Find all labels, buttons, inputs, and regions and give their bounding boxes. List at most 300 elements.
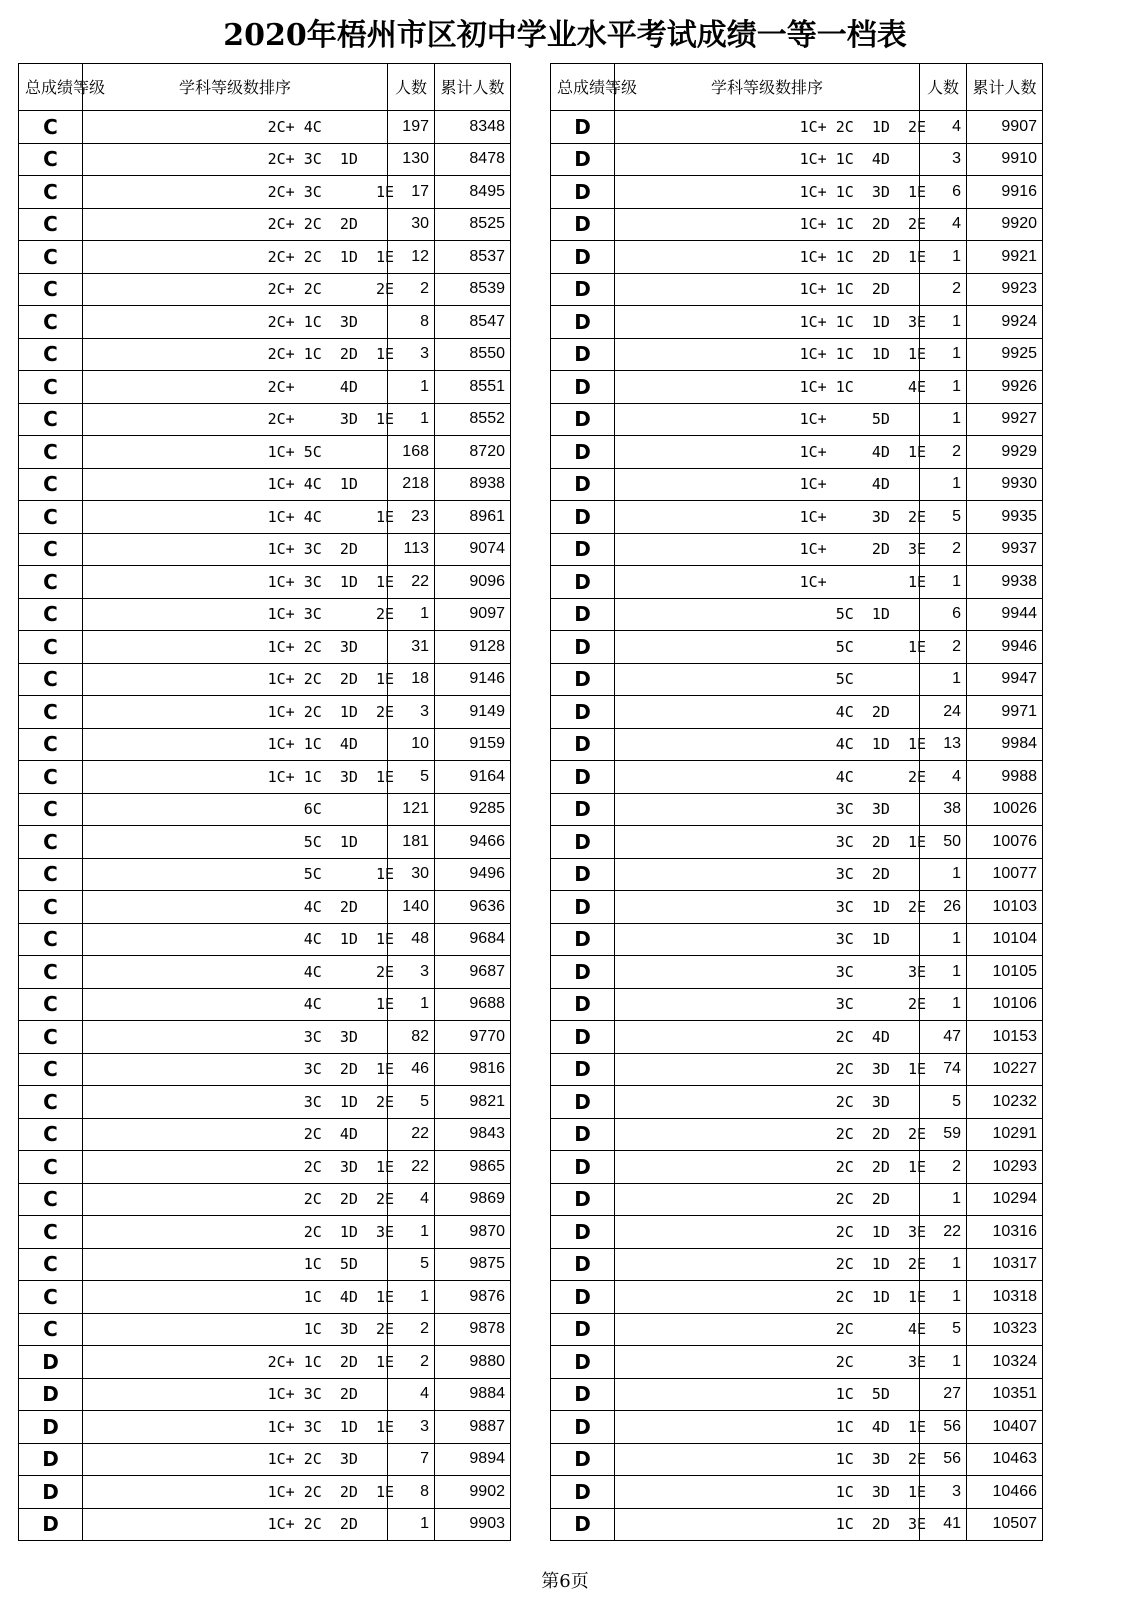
grade-sequence-cell: 4C 2E xyxy=(83,956,388,989)
grade-sequence-cell: 1C 3D 2E xyxy=(615,1443,920,1476)
count-cell: 5 xyxy=(920,1313,967,1346)
count-cell: 6 xyxy=(920,598,967,631)
grade-level-cell: D xyxy=(551,663,615,696)
count-cell: 2 xyxy=(388,1346,435,1379)
grade-sequence-cell: 2C+ 3D 1E xyxy=(83,403,388,436)
count-cell: 1 xyxy=(920,858,967,891)
header-level: 总成绩等级 xyxy=(19,64,83,111)
grade-sequence-cell: 5C 1D xyxy=(615,598,920,631)
count-cell: 1 xyxy=(920,1346,967,1379)
grade-level-cell: D xyxy=(551,1443,615,1476)
grade-sequence-cell: 5C 1E xyxy=(83,858,388,891)
cumulative-cell: 10103 xyxy=(967,891,1043,924)
table-row xyxy=(19,501,511,534)
cumulative-cell: 9921 xyxy=(967,241,1043,274)
table-row xyxy=(19,566,511,599)
count-cell: 2 xyxy=(920,1151,967,1184)
grade-sequence-cell: 3C 3E xyxy=(615,956,920,989)
grade-level-cell: D xyxy=(551,176,615,209)
grade-level-cell: C xyxy=(19,1086,83,1119)
table-row xyxy=(551,403,1043,436)
count-cell: 22 xyxy=(388,1151,435,1184)
cumulative-cell: 9821 xyxy=(435,1086,511,1119)
cumulative-cell: 9903 xyxy=(435,1508,511,1541)
cumulative-cell: 9920 xyxy=(967,208,1043,241)
grade-level-cell: D xyxy=(551,306,615,339)
table-row xyxy=(551,1411,1043,1444)
count-cell: 56 xyxy=(920,1411,967,1444)
count-cell: 5 xyxy=(388,761,435,794)
grade-level-cell: C xyxy=(19,598,83,631)
count-cell: 8 xyxy=(388,1476,435,1509)
table-row xyxy=(19,793,511,826)
cumulative-cell: 8525 xyxy=(435,208,511,241)
count-cell: 140 xyxy=(388,891,435,924)
cumulative-cell: 9074 xyxy=(435,533,511,566)
grade-sequence-cell: 1C+ 4D xyxy=(615,468,920,501)
cumulative-cell: 10507 xyxy=(967,1508,1043,1541)
cumulative-cell: 8938 xyxy=(435,468,511,501)
grade-sequence-cell: 5C 1E xyxy=(615,631,920,664)
count-cell: 1 xyxy=(920,923,967,956)
table-row xyxy=(19,273,511,306)
grade-sequence-cell: 2C 3D 1E xyxy=(83,1151,388,1184)
cumulative-cell: 8720 xyxy=(435,436,511,469)
table-row xyxy=(551,1086,1043,1119)
cumulative-cell: 9929 xyxy=(967,436,1043,469)
cumulative-cell: 9946 xyxy=(967,631,1043,664)
grade-level-cell: D xyxy=(551,1281,615,1314)
grade-sequence-cell: 1C 2D 3E xyxy=(615,1508,920,1541)
cumulative-cell: 9466 xyxy=(435,826,511,859)
table-row xyxy=(19,468,511,501)
grade-sequence-cell: 1C+ 1C 2D 1E xyxy=(615,241,920,274)
grade-level-cell: D xyxy=(551,338,615,371)
grade-level-cell: D xyxy=(551,143,615,176)
table-row xyxy=(19,306,511,339)
grade-level-cell: D xyxy=(551,1411,615,1444)
cumulative-cell: 8551 xyxy=(435,371,511,404)
count-cell: 5 xyxy=(920,501,967,534)
count-cell: 1 xyxy=(920,956,967,989)
grade-sequence-cell: 2C 4D xyxy=(615,1021,920,1054)
grade-table-left xyxy=(18,63,511,1541)
grade-sequence-cell: 3C 3D xyxy=(615,793,920,826)
grade-level-cell: C xyxy=(19,338,83,371)
count-cell: 46 xyxy=(388,1053,435,1086)
grade-level-cell: D xyxy=(551,273,615,306)
grade-sequence-cell: 3C 2E xyxy=(615,988,920,1021)
table-row xyxy=(19,1508,511,1541)
cumulative-cell: 9687 xyxy=(435,956,511,989)
table-row xyxy=(19,1053,511,1086)
count-cell: 47 xyxy=(920,1021,967,1054)
grade-sequence-cell: 1C+ 2C 2D 1E xyxy=(83,663,388,696)
grade-level-cell: D xyxy=(19,1346,83,1379)
grade-level-cell: C xyxy=(19,566,83,599)
grade-sequence-cell: 2C 1D 3E xyxy=(83,1216,388,1249)
grade-level-cell: C xyxy=(19,631,83,664)
grade-sequence-cell: 2C 3D 1E xyxy=(615,1053,920,1086)
table-row xyxy=(551,1151,1043,1184)
cumulative-cell: 9907 xyxy=(967,111,1043,144)
count-cell: 3 xyxy=(920,1476,967,1509)
count-cell: 1 xyxy=(388,1508,435,1541)
count-cell: 168 xyxy=(388,436,435,469)
table-row xyxy=(19,891,511,924)
table-row xyxy=(551,923,1043,956)
cumulative-cell: 10077 xyxy=(967,858,1043,891)
grade-sequence-cell: 2C 1D 1E xyxy=(615,1281,920,1314)
count-cell: 48 xyxy=(388,923,435,956)
count-cell: 4 xyxy=(920,761,967,794)
grade-sequence-cell: 4C 1D 1E xyxy=(615,728,920,761)
grade-level-cell: C xyxy=(19,273,83,306)
grade-level-cell: D xyxy=(551,1248,615,1281)
cumulative-cell: 10153 xyxy=(967,1021,1043,1054)
count-cell: 7 xyxy=(388,1443,435,1476)
grade-sequence-cell: 1C+ 1C 3D 1E xyxy=(83,761,388,794)
count-cell: 82 xyxy=(388,1021,435,1054)
grade-level-cell: D xyxy=(551,1183,615,1216)
table-row xyxy=(551,111,1043,144)
table-row xyxy=(19,598,511,631)
grade-sequence-cell: 3C 3D xyxy=(83,1021,388,1054)
cumulative-cell: 9684 xyxy=(435,923,511,956)
count-cell: 2 xyxy=(388,1313,435,1346)
grade-level-cell: D xyxy=(551,761,615,794)
cumulative-cell: 9926 xyxy=(967,371,1043,404)
table-row xyxy=(551,273,1043,306)
table-row xyxy=(551,143,1043,176)
table-row xyxy=(19,241,511,274)
header-level: 总成绩等级 xyxy=(551,64,615,111)
cumulative-cell: 9164 xyxy=(435,761,511,794)
table-row xyxy=(551,956,1043,989)
table-row xyxy=(19,728,511,761)
cumulative-cell: 10076 xyxy=(967,826,1043,859)
grade-level-cell: D xyxy=(19,1508,83,1541)
grade-sequence-cell: 2C 1D 3E xyxy=(615,1216,920,1249)
cumulative-cell: 8547 xyxy=(435,306,511,339)
grade-level-cell: D xyxy=(551,468,615,501)
grade-sequence-cell: 1C+ 2C 3D xyxy=(83,631,388,664)
grade-sequence-cell: 1C+ 1C 2D 2E xyxy=(615,208,920,241)
grade-sequence-cell: 1C+ 2D 3E xyxy=(615,533,920,566)
grade-sequence-cell: 4C 1E xyxy=(83,988,388,1021)
cumulative-cell: 8550 xyxy=(435,338,511,371)
header-sequence: 学科等级数排序 xyxy=(615,64,920,111)
grade-sequence-cell: 1C+ 1C 2D xyxy=(615,273,920,306)
count-cell: 17 xyxy=(388,176,435,209)
count-cell: 5 xyxy=(388,1248,435,1281)
table-row xyxy=(551,1248,1043,1281)
grade-level-cell: D xyxy=(551,501,615,534)
count-cell: 56 xyxy=(920,1443,967,1476)
cumulative-cell: 10026 xyxy=(967,793,1043,826)
count-cell: 30 xyxy=(388,208,435,241)
cumulative-cell: 9910 xyxy=(967,143,1043,176)
table-header-row xyxy=(19,64,511,111)
grade-sequence-cell: 3C 1D 2E xyxy=(83,1086,388,1119)
count-cell: 74 xyxy=(920,1053,967,1086)
grade-level-cell: C xyxy=(19,891,83,924)
grade-level-cell: D xyxy=(551,826,615,859)
grade-sequence-cell: 2C 2D 1E xyxy=(615,1151,920,1184)
grade-level-cell: C xyxy=(19,826,83,859)
grade-sequence-cell: 1C+ 2C 3D xyxy=(83,1443,388,1476)
cumulative-cell: 9887 xyxy=(435,1411,511,1444)
cumulative-cell: 10106 xyxy=(967,988,1043,1021)
cumulative-cell: 9927 xyxy=(967,403,1043,436)
grade-level-cell: D xyxy=(551,111,615,144)
count-cell: 197 xyxy=(388,111,435,144)
table-row xyxy=(551,1508,1043,1541)
count-cell: 1 xyxy=(920,566,967,599)
grade-sequence-cell: 2C+ 4C xyxy=(83,111,388,144)
table-row xyxy=(19,1183,511,1216)
grade-level-cell: D xyxy=(551,1053,615,1086)
grade-sequence-cell: 2C 2D 2E xyxy=(615,1118,920,1151)
header-cumulative: 累计人数 xyxy=(967,64,1043,111)
grade-level-cell: C xyxy=(19,371,83,404)
table-row xyxy=(19,1118,511,1151)
table-row xyxy=(551,1378,1043,1411)
table-row xyxy=(551,468,1043,501)
grade-sequence-cell: 6C xyxy=(83,793,388,826)
table-row xyxy=(19,436,511,469)
count-cell: 1 xyxy=(920,663,967,696)
count-cell: 22 xyxy=(920,1216,967,1249)
cumulative-cell: 9096 xyxy=(435,566,511,599)
count-cell: 3 xyxy=(388,956,435,989)
grade-sequence-cell: 1C+ 4C 1E xyxy=(83,501,388,534)
table-row xyxy=(19,338,511,371)
cumulative-cell: 8961 xyxy=(435,501,511,534)
grade-sequence-cell: 2C+ 3C 1E xyxy=(83,176,388,209)
count-cell: 13 xyxy=(920,728,967,761)
grade-level-cell: C xyxy=(19,111,83,144)
cumulative-cell: 9923 xyxy=(967,273,1043,306)
cumulative-cell: 9496 xyxy=(435,858,511,891)
grade-level-cell: D xyxy=(551,566,615,599)
count-cell: 1 xyxy=(388,1281,435,1314)
grade-level-cell: D xyxy=(551,436,615,469)
cumulative-cell: 9688 xyxy=(435,988,511,1021)
grade-sequence-cell: 4C 1D 1E xyxy=(83,923,388,956)
grade-sequence-cell: 1C+ 2C 1D 2E xyxy=(83,696,388,729)
count-cell: 2 xyxy=(920,631,967,664)
cumulative-cell: 10316 xyxy=(967,1216,1043,1249)
count-cell: 1 xyxy=(920,403,967,436)
cumulative-cell: 9865 xyxy=(435,1151,511,1184)
grade-level-cell: C xyxy=(19,956,83,989)
table-row xyxy=(19,208,511,241)
table-row xyxy=(551,371,1043,404)
table-row xyxy=(19,533,511,566)
cumulative-cell: 9159 xyxy=(435,728,511,761)
grade-level-cell: D xyxy=(551,1476,615,1509)
grade-sequence-cell: 2C+ 2C 2E xyxy=(83,273,388,306)
grade-sequence-cell: 2C+ 1C 2D 1E xyxy=(83,338,388,371)
count-cell: 23 xyxy=(388,501,435,534)
cumulative-cell: 10105 xyxy=(967,956,1043,989)
cumulative-cell: 9902 xyxy=(435,1476,511,1509)
table-row xyxy=(551,501,1043,534)
count-cell: 6 xyxy=(920,176,967,209)
cumulative-cell: 10293 xyxy=(967,1151,1043,1184)
cumulative-cell: 10407 xyxy=(967,1411,1043,1444)
grade-sequence-cell: 1C+ 2C 1D 2E xyxy=(615,111,920,144)
count-cell: 5 xyxy=(920,1086,967,1119)
count-cell: 1 xyxy=(920,988,967,1021)
table-row xyxy=(551,1021,1043,1054)
count-cell: 1 xyxy=(920,1183,967,1216)
table-row xyxy=(19,858,511,891)
grade-level-cell: C xyxy=(19,923,83,956)
grade-level-cell: D xyxy=(19,1411,83,1444)
table-row xyxy=(19,1346,511,1379)
count-cell: 59 xyxy=(920,1118,967,1151)
cumulative-cell: 8537 xyxy=(435,241,511,274)
header-sequence: 学科等级数排序 xyxy=(83,64,388,111)
table-row xyxy=(19,371,511,404)
count-cell: 4 xyxy=(920,111,967,144)
grade-level-cell: D xyxy=(551,403,615,436)
table-row xyxy=(19,923,511,956)
cumulative-cell: 8552 xyxy=(435,403,511,436)
count-cell: 50 xyxy=(920,826,967,859)
grade-level-cell: C xyxy=(19,1248,83,1281)
count-cell: 38 xyxy=(920,793,967,826)
table-row xyxy=(551,1476,1043,1509)
count-cell: 3 xyxy=(388,338,435,371)
table-row xyxy=(19,696,511,729)
count-cell: 1 xyxy=(388,371,435,404)
table-row xyxy=(19,826,511,859)
table-row xyxy=(551,696,1043,729)
grade-sequence-cell: 2C+ 2C 2D xyxy=(83,208,388,241)
cumulative-cell: 9636 xyxy=(435,891,511,924)
grade-level-cell: C xyxy=(19,501,83,534)
grade-level-cell: C xyxy=(19,176,83,209)
count-cell: 12 xyxy=(388,241,435,274)
table-row xyxy=(551,1053,1043,1086)
table-row xyxy=(19,1313,511,1346)
count-cell: 4 xyxy=(388,1378,435,1411)
grade-level-cell: C xyxy=(19,761,83,794)
grade-sequence-cell: 2C 4D xyxy=(83,1118,388,1151)
table-row xyxy=(551,663,1043,696)
header-count: 人数 xyxy=(920,64,967,111)
count-cell: 41 xyxy=(920,1508,967,1541)
count-cell: 1 xyxy=(920,306,967,339)
table-row xyxy=(19,176,511,209)
cumulative-cell: 9843 xyxy=(435,1118,511,1151)
grade-sequence-cell: 2C+ 1C 3D xyxy=(83,306,388,339)
grade-sequence-cell: 5C xyxy=(615,663,920,696)
grade-level-cell: C xyxy=(19,1021,83,1054)
count-cell: 3 xyxy=(920,143,967,176)
table-row xyxy=(551,436,1043,469)
count-cell: 1 xyxy=(388,988,435,1021)
grade-sequence-cell: 3C 1D xyxy=(615,923,920,956)
table-row xyxy=(551,1118,1043,1151)
grade-sequence-cell: 2C+ 2C 1D 1E xyxy=(83,241,388,274)
grade-level-cell: C xyxy=(19,241,83,274)
table-row xyxy=(19,403,511,436)
count-cell: 2 xyxy=(920,436,967,469)
grade-sequence-cell: 4C 2E xyxy=(615,761,920,794)
cumulative-cell: 9875 xyxy=(435,1248,511,1281)
cumulative-cell: 9930 xyxy=(967,468,1043,501)
cumulative-cell: 9870 xyxy=(435,1216,511,1249)
grade-level-cell: D xyxy=(551,923,615,956)
table-row xyxy=(551,306,1043,339)
grade-level-cell: D xyxy=(19,1378,83,1411)
cumulative-cell: 10317 xyxy=(967,1248,1043,1281)
table-row xyxy=(551,338,1043,371)
cumulative-cell: 10351 xyxy=(967,1378,1043,1411)
cumulative-cell: 9925 xyxy=(967,338,1043,371)
cumulative-cell: 10463 xyxy=(967,1443,1043,1476)
grade-level-cell: D xyxy=(19,1476,83,1509)
grade-sequence-cell: 2C 2D xyxy=(615,1183,920,1216)
count-cell: 121 xyxy=(388,793,435,826)
grade-level-cell: D xyxy=(551,1346,615,1379)
table-row xyxy=(551,1216,1043,1249)
cumulative-cell: 9944 xyxy=(967,598,1043,631)
grade-sequence-cell: 1C+ 1C 1D 1E xyxy=(615,338,920,371)
grade-sequence-cell: 1C+ 3C 2D xyxy=(83,533,388,566)
grade-level-cell: C xyxy=(19,306,83,339)
grade-level-cell: D xyxy=(551,858,615,891)
count-cell: 27 xyxy=(920,1378,967,1411)
grade-level-cell: D xyxy=(551,371,615,404)
table-row xyxy=(551,208,1043,241)
table-row xyxy=(19,1443,511,1476)
cumulative-cell: 9285 xyxy=(435,793,511,826)
count-cell: 26 xyxy=(920,891,967,924)
grade-level-cell: C xyxy=(19,208,83,241)
count-cell: 10 xyxy=(388,728,435,761)
grade-sequence-cell: 1C+ 1C 4D xyxy=(83,728,388,761)
grade-level-cell: D xyxy=(551,1216,615,1249)
cumulative-cell: 10232 xyxy=(967,1086,1043,1119)
cumulative-cell: 9884 xyxy=(435,1378,511,1411)
grade-level-cell: C xyxy=(19,793,83,826)
table-row xyxy=(551,1443,1043,1476)
cumulative-cell: 9146 xyxy=(435,663,511,696)
count-cell: 2 xyxy=(920,533,967,566)
grade-level-cell: C xyxy=(19,1183,83,1216)
grade-level-cell: D xyxy=(551,1508,615,1541)
table-row xyxy=(19,1248,511,1281)
cumulative-cell: 9878 xyxy=(435,1313,511,1346)
table-row xyxy=(551,1281,1043,1314)
grade-level-cell: C xyxy=(19,696,83,729)
page-number: 第6页 xyxy=(541,1571,589,1592)
cumulative-cell: 9128 xyxy=(435,631,511,664)
grade-level-cell: C xyxy=(19,1313,83,1346)
table-row xyxy=(19,1281,511,1314)
table-row xyxy=(551,598,1043,631)
grade-level-cell: D xyxy=(551,1118,615,1151)
grade-sequence-cell: 3C 1D 2E xyxy=(615,891,920,924)
table-row xyxy=(19,111,511,144)
table-row xyxy=(551,176,1043,209)
grade-sequence-cell: 1C+ 2C 2D 1E xyxy=(83,1476,388,1509)
